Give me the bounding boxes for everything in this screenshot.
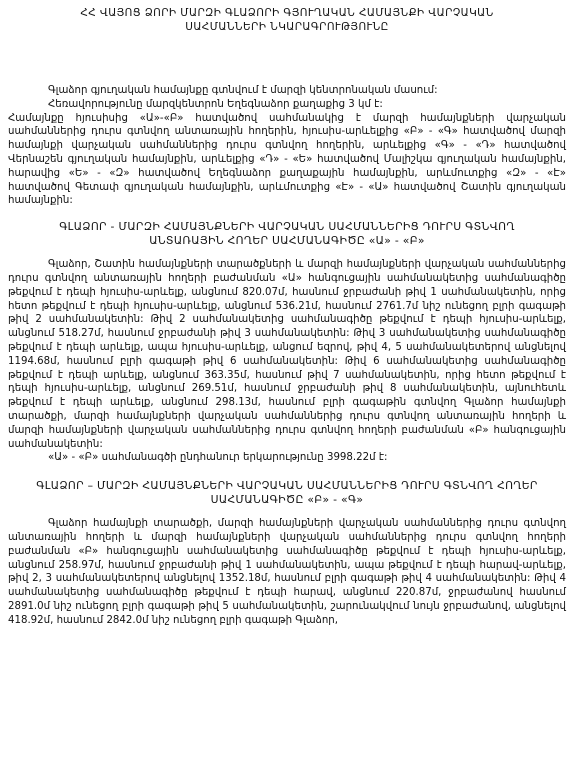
section1-paragraph-2: «Ա» - «Բ» սահմանագծի ընդհանուր երկարությունը 3998.22մ է: (48, 452, 388, 464)
section-heading-1: ԳԼԱՁՈՐ - ՄԱՐԶԻ ՀԱՄԱՅՆՔՆԵՐԻ ՎԱՐՉԱԿԱՆ ՍԱՀՄԱՆՆԵՐԻՑ ԴՈՒՐՍ ԳՏՆՎՈՂ ԱՆՏԱՌԱՅԻՆ ՀՈՂԵՐ ՍԱՀՄԱՆԱԳԻԾԸ «Ա» - «Բ» (59, 220, 515, 248)
document-title (8, 6, 566, 34)
section1-paragraph-1: Գլաձոր, Շատին համայնքների տարածքների և մարզի համայնքների վարչական սահմաններից դուրս գտնվող անտառային հողերի բաժանման «Ա» հանգուցային սահմանակետից սահմանագիծը թեքվում է դեպի հյուսիս-արևելք, անցնում 820.07մ, հասնում ջրբաժանի թիվ 1 սահմանակետին, որից հետո թեքվում է դեպի հյուսիս-արևելք, անցնում 536.21մ, հասնում 2761.7մ նիշ ունեցող բլրի գագաթի թիվ 2 սահմանակետին: Թիվ 2 սահմանակետից սահմանագիծը թեքվում է դեպի հյուսիս-արևելք, անցնում 518.27մ, հասնում ջրբաժանի թիվ 3 սահմանակետին: Թիվ 3 սահմանակետից սահմանագիծը թեքվում է դեպի արևելք, ապա հյուսիս-արևելք, անցում եզրով, թիվ 4, 5 սահմանակետերով անցնելով 1194.68մ, հասնում բլրի գագաթի թիվ 6 սահմանակետին: Թիվ 6 սահմանակետից սահմանագիծը թեքվում է դեպի արևելք, անցնում 363.35մ, հասնում թիվ 7 սահմանակետին, որից հետո թեքվում է դեպի հյուսիս-արևելք, անցնում 269.51մ, հասնում ջրբաժանի թիվ 8 սահմանակետին, այնուհետև թեքվում է դեպի արևելք, անցնում 298.13մ, հասնում բլրի գագաթին գտնվող Գլաձոր համայնքի տարածքի, մարզի համայնքների վարչական սահմաններից դուրս գտնվող անտառային հողերի և մարզի համայնքների վարչական սահմաններից դուրս գտնվող հողերի բաժանման «Բ» հանգուցային սահմանակետին: (8, 259, 566, 450)
intro-paragraph-1: Գլաձոր գյուղական համայնքը գտնվում է մարզի կենտրոնական մասում: (48, 85, 438, 96)
title-line-2: ՍԱՀՄԱՆՆԵՐԻ ՆԿԱՐԱԳՐՈՒԹՅՈՒՆԸ (185, 21, 389, 33)
section-heading-2: ԳԼԱՁՈՐ – ՄԱՐԶԻ ՀԱՄԱՅՆՔՆԵՐԻ ՎԱՐՉԱԿԱՆ ՍԱՀՄԱՆՆԵՐԻՑ ԴՈՒՐՍ ԳՏՆՎՈՂ ՀՈՂԵՐ ՍԱՀՄԱՆԱԳԻԾԸ «Բ» - «Գ» (36, 479, 538, 507)
intro-paragraph-2: Հեռավորությունը մարզկենտրոն Եղեգնաձոր քաղաքից 3 կմ է: Համայնքը հյուսիսից «Ա»-«Բ» հատվածով սահմանակից է մարզի համայնքների վարչական սահմաններից դուրս գտնվող անտառային հողերին, հյուսիս-արևելքից «Բ» - «Գ» հատվածով մարզի համայնքի վարչական սահմաններից դուրս գտնվող հողերին, արևելքից «Գ» - «Դ» հատվածով Վերնաշեն գյուղական համայնքին, արևելքից «Դ» - «Ե» հատվածով Մալիշկա գյուղական համայնքին, հարավից «Ե» - «Զ» հատվածով Եղեգնաձոր քաղաքային համայնքին, արևմուտքից «Զ» - «Է» հատվածով Գետափ գյուղական համայնքին, արևմուտքից «Է» - «Ա» հատվածով Շատին գյուղական համայնքին: (8, 98, 566, 207)
section2-paragraph-1: Գլաձոր համայնքի տարածքի, մարզի համայնքների վարչական սահմաններից դուրս գտնվող անտառային հողերի և մարզի համայնքների վարչական սահմաններից դուրս գտնվող հողերի բաժանման «Բ» հանգուցային սահմանակետից սահմանագիծը թեքվում է դեպի հյուսիս-արևելք, անցնում 258.97մ, հասնում ջրբաժանի թիվ 1 սահմանակետին, ապա թեքվում է դեպի հարավ-արևելք, թիվ 2, 3 սահմանակետերով անցնելով 1352.18մ, հասնում բլրի գագաթի թիվ 4 սահմանակետին: Թիվ 4 սահմանակետից սահմանագիծը թեքվում է դեպի հարավ, անցնում 220.87մ, ջրբաժանով հասնում 2891.0մ նիշ ունեցող բլրի գագաթի թիվ 5 սահմանակետին, շարունակվում նույն ջրբաժանով, անցնելով 418.92մ, հասնում 2842.0մ նիշ ունեցող բլրի գագաթի Գլաձոր, (8, 518, 566, 626)
title-line-1: ՀՀ ՎԱՅՈՑ ՁՈՐԻ ՄԱՐԶԻ ԳԼԱՁՈՐԻ ԳՅՈՒՂԱԿԱՆ ՀԱՄԱՅՆՔԻ ՎԱՐՉԱԿԱՆ (80, 7, 494, 19)
